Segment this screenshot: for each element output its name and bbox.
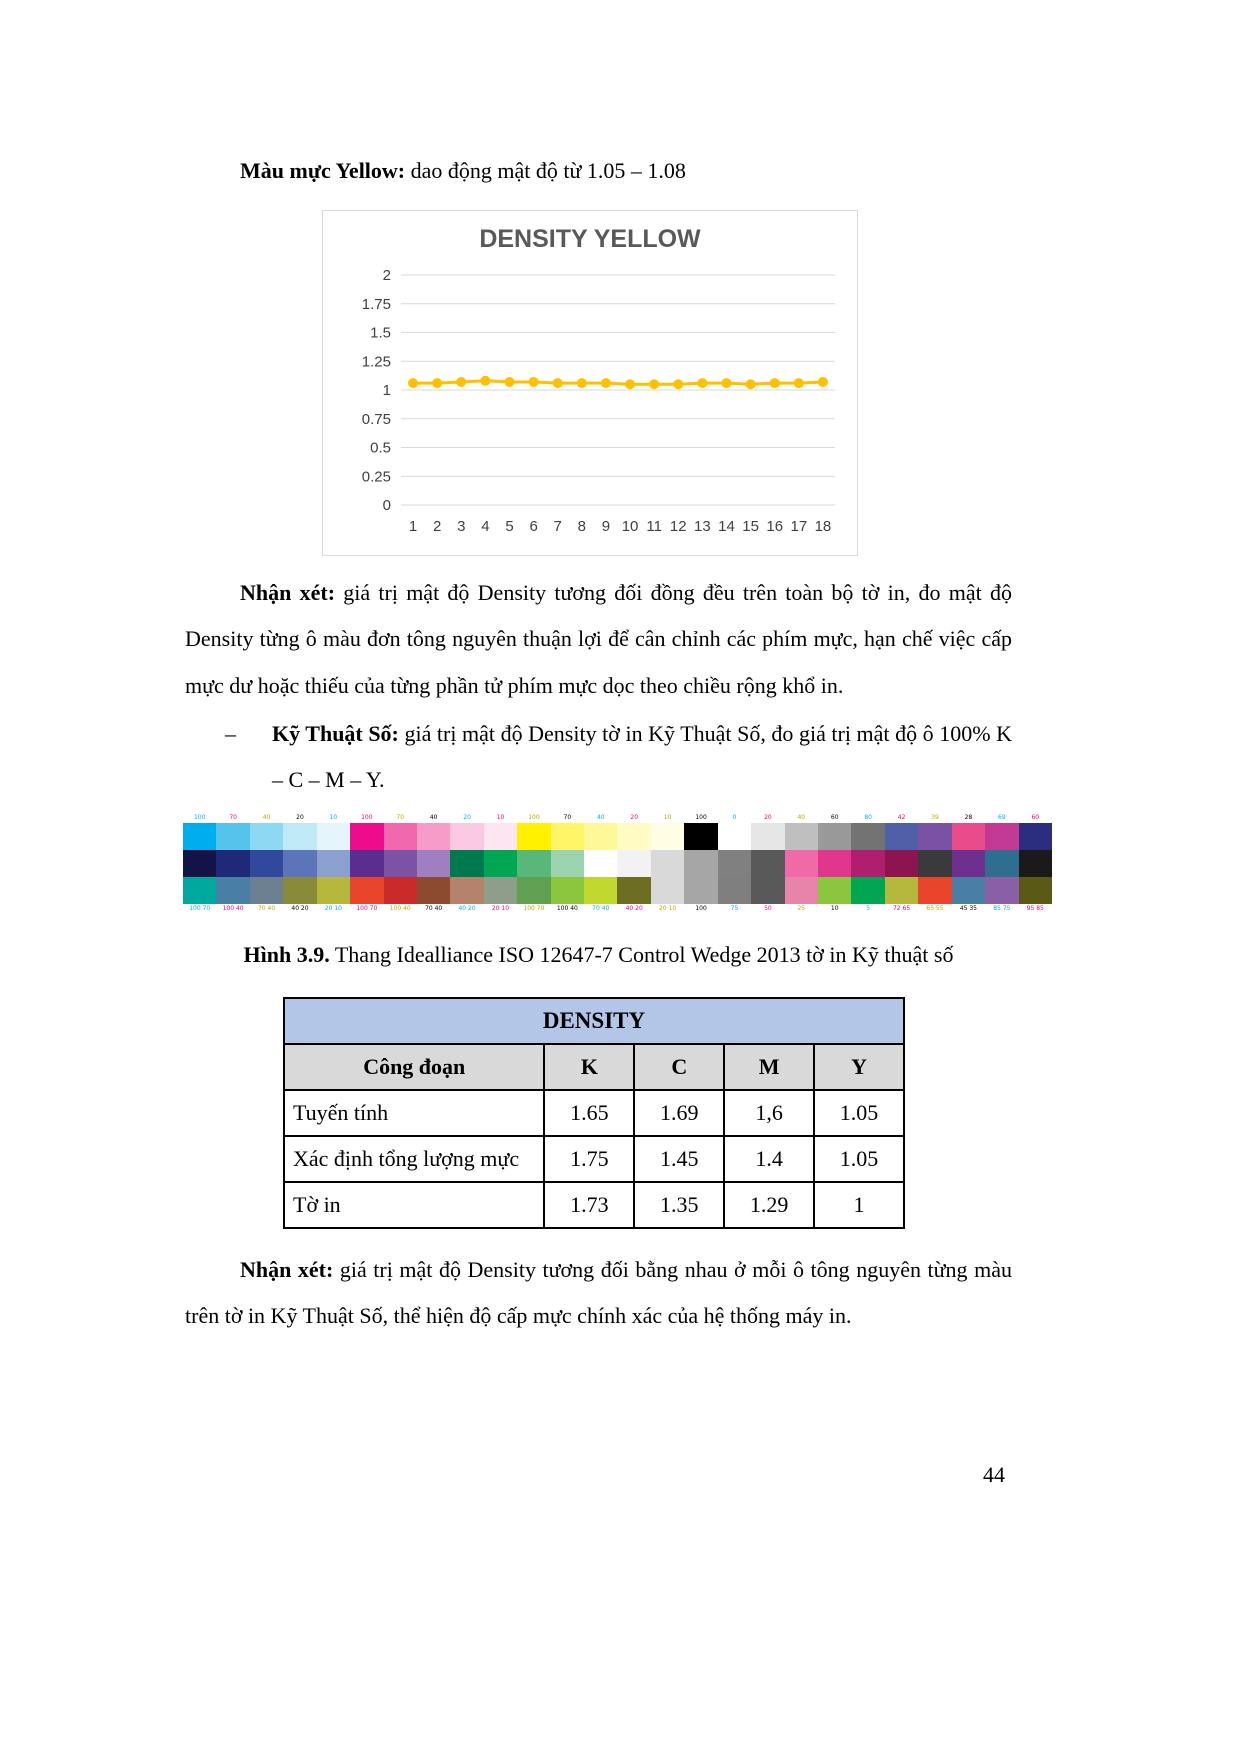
color-patch	[617, 850, 650, 877]
density-yellow-chart-svg	[323, 211, 857, 555]
svg-text:13: 13	[694, 518, 711, 536]
color-patch	[684, 877, 717, 904]
color-patch	[484, 850, 517, 877]
color-patch	[918, 850, 951, 877]
color-patch	[317, 877, 350, 904]
svg-text:12: 12	[669, 518, 687, 536]
wedge-tiny-label: 20	[296, 814, 304, 822]
svg-text:16: 16	[766, 518, 784, 536]
value-cell: 1.65	[544, 1090, 634, 1136]
wedge-tiny-label: 100 70	[356, 905, 378, 913]
color-patch	[751, 823, 784, 850]
color-patch	[384, 823, 417, 850]
color-patch	[450, 877, 483, 904]
table-row	[284, 1136, 904, 1182]
table-row	[284, 1090, 904, 1136]
color-patch	[417, 823, 450, 850]
wedge-tiny-label: 100	[695, 814, 707, 822]
remark-paragraph-1	[185, 570, 1012, 709]
wedge-tiny-label: 20	[463, 814, 471, 822]
bullet-dash: –	[225, 720, 236, 746]
color-patch	[985, 823, 1018, 850]
wedge-tiny-label: 28	[964, 814, 973, 822]
svg-text:5: 5	[505, 518, 514, 536]
wedge-tiny-label: 50	[764, 905, 772, 913]
color-patch	[651, 823, 684, 850]
color-patch	[985, 877, 1018, 904]
svg-text:1: 1	[408, 518, 418, 536]
wedge-tiny-label: 42	[897, 814, 906, 822]
color-patch	[851, 823, 884, 850]
wedge-tiny-label: 20	[630, 814, 639, 822]
svg-text:8: 8	[577, 518, 587, 536]
color-patch	[751, 877, 784, 904]
value-cell: 1.69	[634, 1090, 724, 1136]
wedge-tiny-label: 69	[998, 814, 1006, 822]
color-patch	[250, 850, 283, 877]
remark-1-bold: Nhận xét:	[240, 580, 336, 606]
color-patch	[384, 877, 417, 904]
wedge-tiny-label: 100	[695, 905, 707, 913]
color-patch	[684, 823, 717, 850]
wedge-tiny-label: 45 35	[959, 905, 977, 913]
digital-bullet-text: giá trị mật độ Density tờ in Kỹ Thuật Số, đo giá trị mật độ ô 100% K – C – M – Y.	[272, 720, 1012, 792]
table-title-row	[284, 998, 904, 1044]
svg-text:18: 18	[814, 518, 832, 536]
wedge-tiny-label: 65 55	[926, 905, 944, 913]
svg-text:0.75: 0.75	[361, 410, 391, 428]
color-patch	[851, 877, 884, 904]
color-patch	[517, 823, 550, 850]
yellow-density-statement	[185, 148, 1012, 194]
color-patch	[718, 877, 751, 904]
color-patch	[985, 850, 1018, 877]
color-patch	[885, 823, 918, 850]
column-header: C	[634, 1044, 724, 1090]
wedge-tiny-label: 10	[496, 814, 505, 822]
color-patch	[617, 823, 650, 850]
wedge-tiny-label: 72 65	[892, 905, 911, 913]
svg-text:14: 14	[718, 518, 735, 536]
control-wedge-image	[183, 813, 1052, 914]
color-patch	[350, 877, 383, 904]
wedge-tiny-label: 10	[329, 814, 338, 822]
color-patch	[283, 877, 316, 904]
value-cell: 1.4	[724, 1136, 814, 1182]
color-patch	[785, 823, 818, 850]
svg-text:9: 9	[601, 518, 611, 536]
value-cell: 1.75	[544, 1136, 634, 1182]
wedge-tiny-label: 100 40	[556, 905, 578, 913]
svg-text:1.5: 1.5	[370, 324, 391, 342]
color-patch	[584, 850, 617, 877]
page-number: 44	[983, 1462, 1005, 1487]
value-cell: 1.05	[814, 1136, 904, 1182]
color-patch	[952, 877, 985, 904]
color-patch	[484, 877, 517, 904]
color-patch	[183, 850, 216, 877]
wedge-tiny-label: 95 85	[1026, 905, 1044, 913]
density-yellow-chart	[322, 210, 858, 556]
color-patch	[551, 823, 584, 850]
color-patch	[183, 823, 216, 850]
remark-paragraph-2	[185, 1247, 1012, 1339]
wedge-top-labels	[183, 813, 1052, 823]
wedge-tiny-label: 70 40	[257, 905, 276, 913]
color-patch	[317, 823, 350, 850]
wedge-tiny-label: 20 10	[491, 905, 510, 913]
wedge-tiny-label: 0	[732, 814, 737, 822]
wedge-tiny-label: 5	[866, 905, 871, 913]
color-patch	[818, 823, 851, 850]
color-patch	[250, 823, 283, 850]
color-patch	[751, 850, 784, 877]
value-cell: 1.45	[634, 1136, 724, 1182]
wedge-tiny-label: 10	[663, 814, 672, 822]
remark-2-bold: Nhận xét:	[240, 1256, 334, 1282]
wedge-tiny-label: 40	[262, 814, 271, 822]
wedge-tiny-label: 40 20	[625, 905, 643, 913]
digital-bullet-bold: Kỹ Thuật Số:	[272, 720, 399, 746]
wedge-tiny-label: 70	[229, 814, 237, 822]
color-patch	[183, 877, 216, 904]
wedge-tiny-label: 40	[797, 814, 806, 822]
row-label: Xác định tổng lượng mực	[284, 1136, 544, 1182]
row-label: Tuyến tính	[284, 1090, 544, 1136]
color-patch	[350, 850, 383, 877]
yellow-density-statement-bold: Màu mực Yellow:	[240, 158, 406, 183]
svg-text:1.25: 1.25	[361, 353, 391, 371]
color-patch	[651, 877, 684, 904]
color-patch	[283, 850, 316, 877]
svg-text:0: 0	[382, 497, 391, 515]
remark-1-text: giá trị mật độ Density tương đối đồng đều trên toàn bộ tờ in, đo mật độ Density từng ô màu đơn tông nguyên thuận lợi để cân chỉnh các phím mực, hạn chế việc cấp mực dư hoặc thiếu của từng phần tử phím mực dọc theo chiều rộng khổ in.	[185, 580, 1012, 698]
color-patch	[250, 877, 283, 904]
wedge-tiny-label: 70	[563, 814, 572, 822]
wedge-tiny-label: 40	[429, 814, 438, 822]
svg-text:3: 3	[457, 518, 466, 536]
wedge-tiny-label: 85 75	[993, 905, 1011, 913]
svg-text:1.75: 1.75	[361, 295, 391, 313]
column-header: Công đoạn	[284, 1044, 544, 1090]
color-patch	[350, 823, 383, 850]
color-patch	[283, 823, 316, 850]
wedge-tiny-label: 39	[931, 814, 939, 822]
table-title: DENSITY	[284, 998, 904, 1044]
column-header: M	[724, 1044, 814, 1090]
color-patch	[851, 850, 884, 877]
color-patch	[450, 850, 483, 877]
color-patch	[952, 850, 985, 877]
color-patch	[216, 877, 249, 904]
wedge-tiny-label: 100 40	[389, 905, 411, 913]
wedge-tiny-label: 100 40	[222, 905, 244, 913]
svg-text:10: 10	[621, 518, 639, 536]
color-patch	[785, 850, 818, 877]
wedge-tiny-label: 100	[193, 814, 206, 822]
figure-caption-number: Hình 3.9.	[243, 942, 330, 968]
color-patch	[651, 850, 684, 877]
color-patch	[885, 877, 918, 904]
color-patch	[918, 823, 951, 850]
table-row	[284, 1182, 904, 1228]
color-patch	[885, 850, 918, 877]
svg-text:1: 1	[382, 382, 391, 400]
wedge-tiny-label: 60	[830, 814, 839, 822]
color-patch	[384, 850, 417, 877]
wedge-tiny-label: 100 70	[523, 905, 545, 913]
color-patch	[517, 877, 550, 904]
wedge-row	[183, 877, 1052, 904]
figure-caption-text: Thang Idealliance ISO 12647-7 Control Wedge 2013 tờ in Kỹ thuật số	[329, 942, 954, 968]
wedge-tiny-label: 10	[830, 905, 839, 913]
value-cell: 1	[814, 1182, 904, 1228]
svg-text:2: 2	[382, 267, 391, 285]
wedge-tiny-label: 70	[396, 814, 405, 822]
wedge-tiny-label: 60	[1031, 814, 1040, 822]
svg-text:6: 6	[529, 518, 538, 536]
svg-text:7: 7	[553, 518, 562, 536]
color-patch	[684, 850, 717, 877]
digital-bullet-paragraph	[185, 711, 1012, 803]
remark-2-text: giá trị mật độ Density tương đối bằng nhau ở mỗi ô tông nguyên từng màu trên tờ in Kỹ Thuật Số, thể hiện độ cấp mực chính xác của hệ thống máy in.	[185, 1256, 1012, 1329]
color-patch	[818, 877, 851, 904]
svg-text:DENSITY YELLOW: DENSITY YELLOW	[479, 225, 701, 254]
wedge-tiny-label: 20 10	[324, 905, 342, 913]
color-patch	[417, 850, 450, 877]
color-patch	[718, 823, 751, 850]
value-cell: 1.05	[814, 1090, 904, 1136]
color-patch	[417, 877, 450, 904]
color-patch	[718, 850, 751, 877]
color-patch	[450, 823, 483, 850]
column-header: K	[544, 1044, 634, 1090]
yellow-density-statement-text: dao động mật độ từ 1.05 – 1.08	[405, 158, 686, 183]
color-patch	[1019, 850, 1052, 877]
color-patch	[617, 877, 650, 904]
color-patch	[918, 877, 951, 904]
wedge-row	[183, 850, 1052, 877]
wedge-tiny-label: 20 10	[659, 905, 677, 913]
svg-text:4: 4	[481, 518, 490, 536]
color-patch	[818, 850, 851, 877]
wedge-tiny-label: 40 20	[291, 905, 309, 913]
wedge-tiny-label: 75	[730, 905, 739, 913]
wedge-tiny-label: 40	[596, 814, 605, 822]
color-patch	[1019, 877, 1052, 904]
color-patch	[584, 877, 617, 904]
wedge-tiny-label: 100	[361, 814, 373, 822]
svg-text:0.5: 0.5	[370, 439, 391, 457]
value-cell: 1.73	[544, 1182, 634, 1228]
color-patch	[584, 823, 617, 850]
column-header: Y	[814, 1044, 904, 1090]
svg-text:17: 17	[790, 518, 808, 536]
table-header-row	[284, 1044, 904, 1090]
wedge-tiny-label: 40 20	[458, 905, 476, 913]
color-patch	[551, 877, 584, 904]
svg-text:2: 2	[432, 518, 442, 536]
color-patch	[952, 823, 985, 850]
color-patch	[216, 823, 249, 850]
figure-caption	[185, 940, 1012, 971]
svg-text:11: 11	[646, 518, 662, 536]
value-cell: 1.29	[724, 1182, 814, 1228]
density-table	[283, 997, 905, 1229]
color-patch	[317, 850, 350, 877]
wedge-tiny-label: 70 40	[592, 905, 610, 913]
color-patch	[785, 877, 818, 904]
wedge-row	[183, 823, 1052, 850]
color-patch	[484, 823, 517, 850]
value-cell: 1,6	[724, 1090, 814, 1136]
wedge-tiny-label: 20	[764, 814, 772, 822]
wedge-tiny-label: 70 40	[425, 905, 443, 913]
color-patch	[517, 850, 550, 877]
wedge-tiny-label: 80	[864, 814, 872, 822]
color-patch	[1019, 823, 1052, 850]
wedge-tiny-label: 100	[528, 814, 540, 822]
svg-text:0.25: 0.25	[361, 468, 391, 486]
wedge-bottom-labels	[183, 904, 1052, 914]
wedge-tiny-label: 100 70	[189, 905, 211, 913]
svg-text:15: 15	[742, 518, 759, 536]
value-cell: 1.35	[634, 1182, 724, 1228]
color-patch	[551, 850, 584, 877]
wedge-tiny-label: 25	[797, 905, 806, 913]
color-patch	[216, 850, 249, 877]
wedge-color-rows	[183, 823, 1052, 904]
row-label: Tờ in	[284, 1182, 544, 1228]
